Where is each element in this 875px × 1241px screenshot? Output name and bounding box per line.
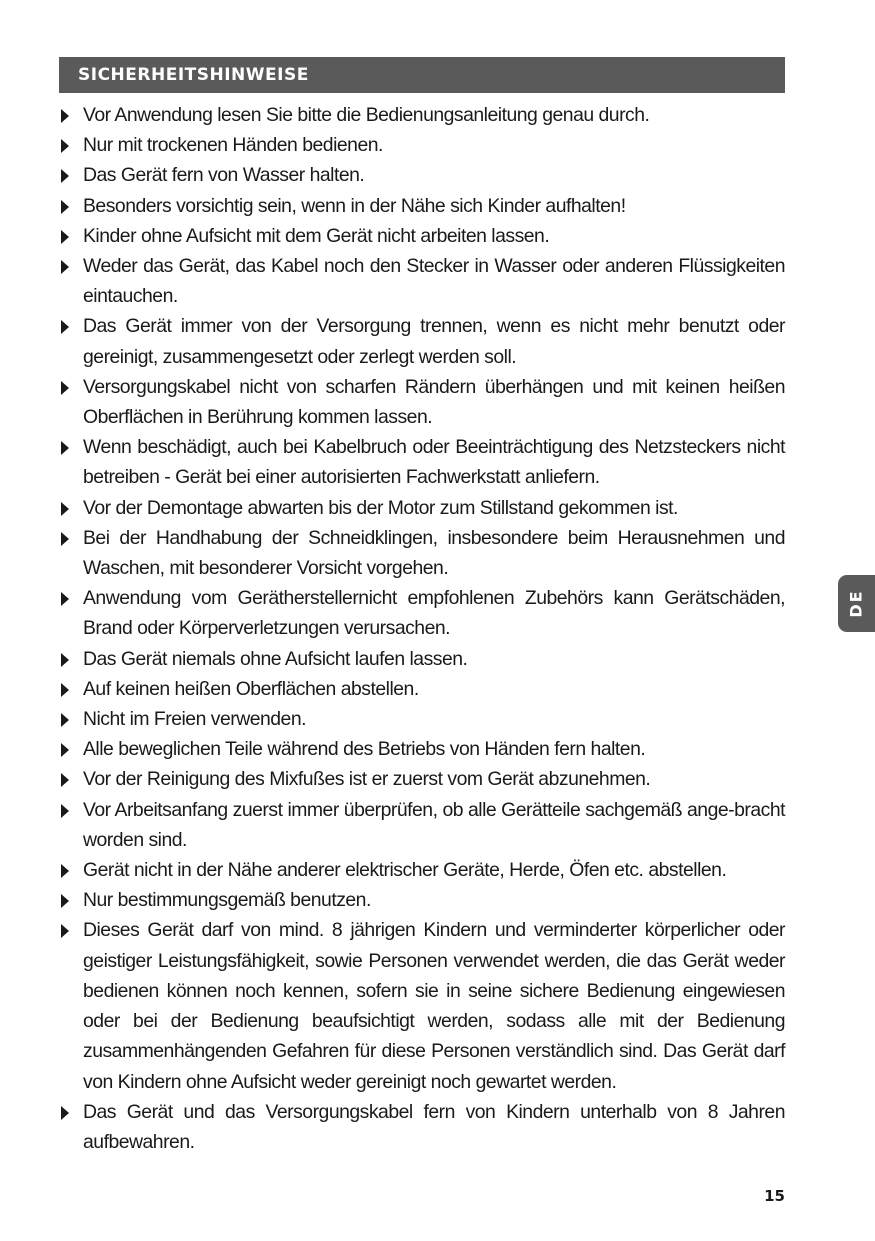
list-item-text: Nur mit trockenen Händen bedienen. bbox=[83, 134, 383, 157]
list-item-text: Das Gerät niemals ohne Aufsicht laufen lassen. bbox=[83, 647, 468, 670]
list-item-text: Vor Arbeitsanfang zuerst immer überprüfen, ob alle Gerätteile sachgemäß ange-bracht worden sind. bbox=[83, 798, 785, 851]
bullet-icon bbox=[61, 139, 69, 153]
list-item-text: Bei der Handhabung der Schneidklingen, insbesondere beim Herausnehmen und Waschen, mit besonderer Vorsicht vorgehen. bbox=[83, 526, 785, 580]
list-item bbox=[59, 100, 785, 130]
bullet-icon bbox=[61, 532, 69, 546]
list-item-text: Alle beweglichen Teile während des Betriebs von Händen fern halten. bbox=[83, 738, 646, 761]
list-item bbox=[59, 915, 785, 1096]
list-item-text: Vor der Demontage abwarten bis der Motor zum Stillstand gekommen ist. bbox=[83, 496, 678, 519]
list-item bbox=[59, 432, 785, 492]
bullet-icon bbox=[61, 804, 69, 818]
list-item-text: Weder das Gerät, das Kabel noch den Stecker in Wasser oder anderen Flüssigkeiten eintauchen. bbox=[83, 255, 785, 308]
list-item-text: Dieses Gerät darf von mind. 8 jährigen Kindern und verminderter körperlicher oder geistiger Leistungsfähigkeit, sowie Personen verwendet werden, die das Gerät weder bedienen können noch kennen, sofern sie in seine sichere Bedienung eingewiesen oder bei der Bedienung beaufsichtigt werden, sodass alle mit der Bedienung zusammenhängenden Gefahren für diese Personen verständlich sind. Das Gerät darf von Kindern ohne Aufsicht weder gereinigt noch gewartet werden. bbox=[83, 919, 785, 1093]
page-number: 15 bbox=[764, 1187, 785, 1205]
list-item bbox=[59, 644, 785, 674]
list-item-text: Auf keinen heißen Oberflächen abstellen. bbox=[83, 677, 419, 700]
list-item-text: Versorgungskabel nicht von scharfen Rändern überhängen und mit keinen heißen Oberflächen in Berührung kommen lassen. bbox=[83, 375, 785, 429]
bullet-icon bbox=[61, 1106, 69, 1120]
list-item bbox=[59, 221, 785, 251]
list-item bbox=[59, 674, 785, 704]
bullet-icon bbox=[61, 381, 69, 395]
list-item-text: Besonders vorsichtig sein, wenn in der Nähe sich Kinder aufhalten! bbox=[83, 194, 626, 217]
safety-list bbox=[59, 100, 785, 1157]
list-item-text: Anwendung vom Gerätherstellernicht empfohlenen Zubehörs kann Gerätschäden, Brand oder Körperverletzungen verursachen. bbox=[83, 587, 785, 640]
list-item-text: Das Gerät fern von Wasser halten. bbox=[83, 164, 365, 187]
bullet-icon bbox=[61, 773, 69, 787]
list-item bbox=[59, 764, 785, 794]
list-item bbox=[59, 372, 785, 432]
bullet-icon bbox=[61, 441, 69, 455]
bullet-icon bbox=[61, 320, 69, 334]
list-item-text: Gerät nicht in der Nähe anderer elektrischer Geräte, Herde, Öfen etc. abstellen. bbox=[83, 859, 727, 882]
list-item bbox=[59, 191, 785, 221]
bullet-icon bbox=[61, 894, 69, 908]
bullet-icon bbox=[61, 592, 69, 606]
section-title: SICHERHEITSHINWEISE bbox=[78, 65, 309, 85]
list-item-text: Kinder ohne Aufsicht mit dem Gerät nicht arbeiten lassen. bbox=[83, 224, 550, 247]
bullet-icon bbox=[61, 924, 69, 938]
list-item-text: Nur bestimmungsgemäß benutzen. bbox=[83, 889, 371, 912]
list-item bbox=[59, 130, 785, 160]
list-item bbox=[59, 704, 785, 734]
list-item bbox=[59, 583, 785, 643]
list-item-text: Das Gerät und das Versorgungskabel fern von Kindern unterhalb von 8 Jahren aufbewahren. bbox=[83, 1100, 785, 1153]
list-item bbox=[59, 885, 785, 915]
list-item-text: Vor Anwendung lesen Sie bitte die Bedienungsanleitung genau durch. bbox=[83, 104, 650, 126]
bullet-icon bbox=[61, 230, 69, 244]
bullet-icon bbox=[61, 109, 69, 123]
language-tab bbox=[838, 575, 875, 632]
list-item bbox=[59, 251, 785, 311]
bullet-icon bbox=[61, 169, 69, 183]
list-item-text: Nicht im Freien verwenden. bbox=[83, 708, 307, 731]
list-item bbox=[59, 855, 785, 885]
bullet-icon bbox=[61, 502, 69, 516]
list-item bbox=[59, 1097, 785, 1157]
list-item-text: Das Gerät immer von der Versorgung trennen, wenn es nicht mehr benutzt oder gereinigt, zusammengesetzt oder zerlegt werden soll. bbox=[83, 315, 785, 368]
bullet-icon bbox=[61, 713, 69, 727]
list-item bbox=[59, 734, 785, 764]
bullet-icon bbox=[61, 653, 69, 667]
list-item bbox=[59, 160, 785, 190]
bullet-icon bbox=[61, 200, 69, 214]
list-item bbox=[59, 523, 785, 583]
language-tab-label: DE bbox=[847, 589, 866, 618]
list-item bbox=[59, 493, 785, 523]
bullet-icon bbox=[61, 864, 69, 878]
bullet-icon bbox=[61, 683, 69, 697]
list-item bbox=[59, 311, 785, 371]
list-item-text: Vor der Reinigung des Mixfußes ist er zuerst vom Gerät abzunehmen. bbox=[83, 768, 651, 791]
bullet-icon bbox=[61, 260, 69, 274]
list-item-text: Wenn beschädigt, auch bei Kabelbruch oder Beeinträchtigung des Netzsteckers nicht betreiben - Gerät bei einer autorisierten Fachwerkstatt anliefern. bbox=[83, 436, 785, 489]
bullet-icon bbox=[61, 743, 69, 757]
list-item bbox=[59, 795, 785, 855]
section-header bbox=[59, 57, 785, 93]
